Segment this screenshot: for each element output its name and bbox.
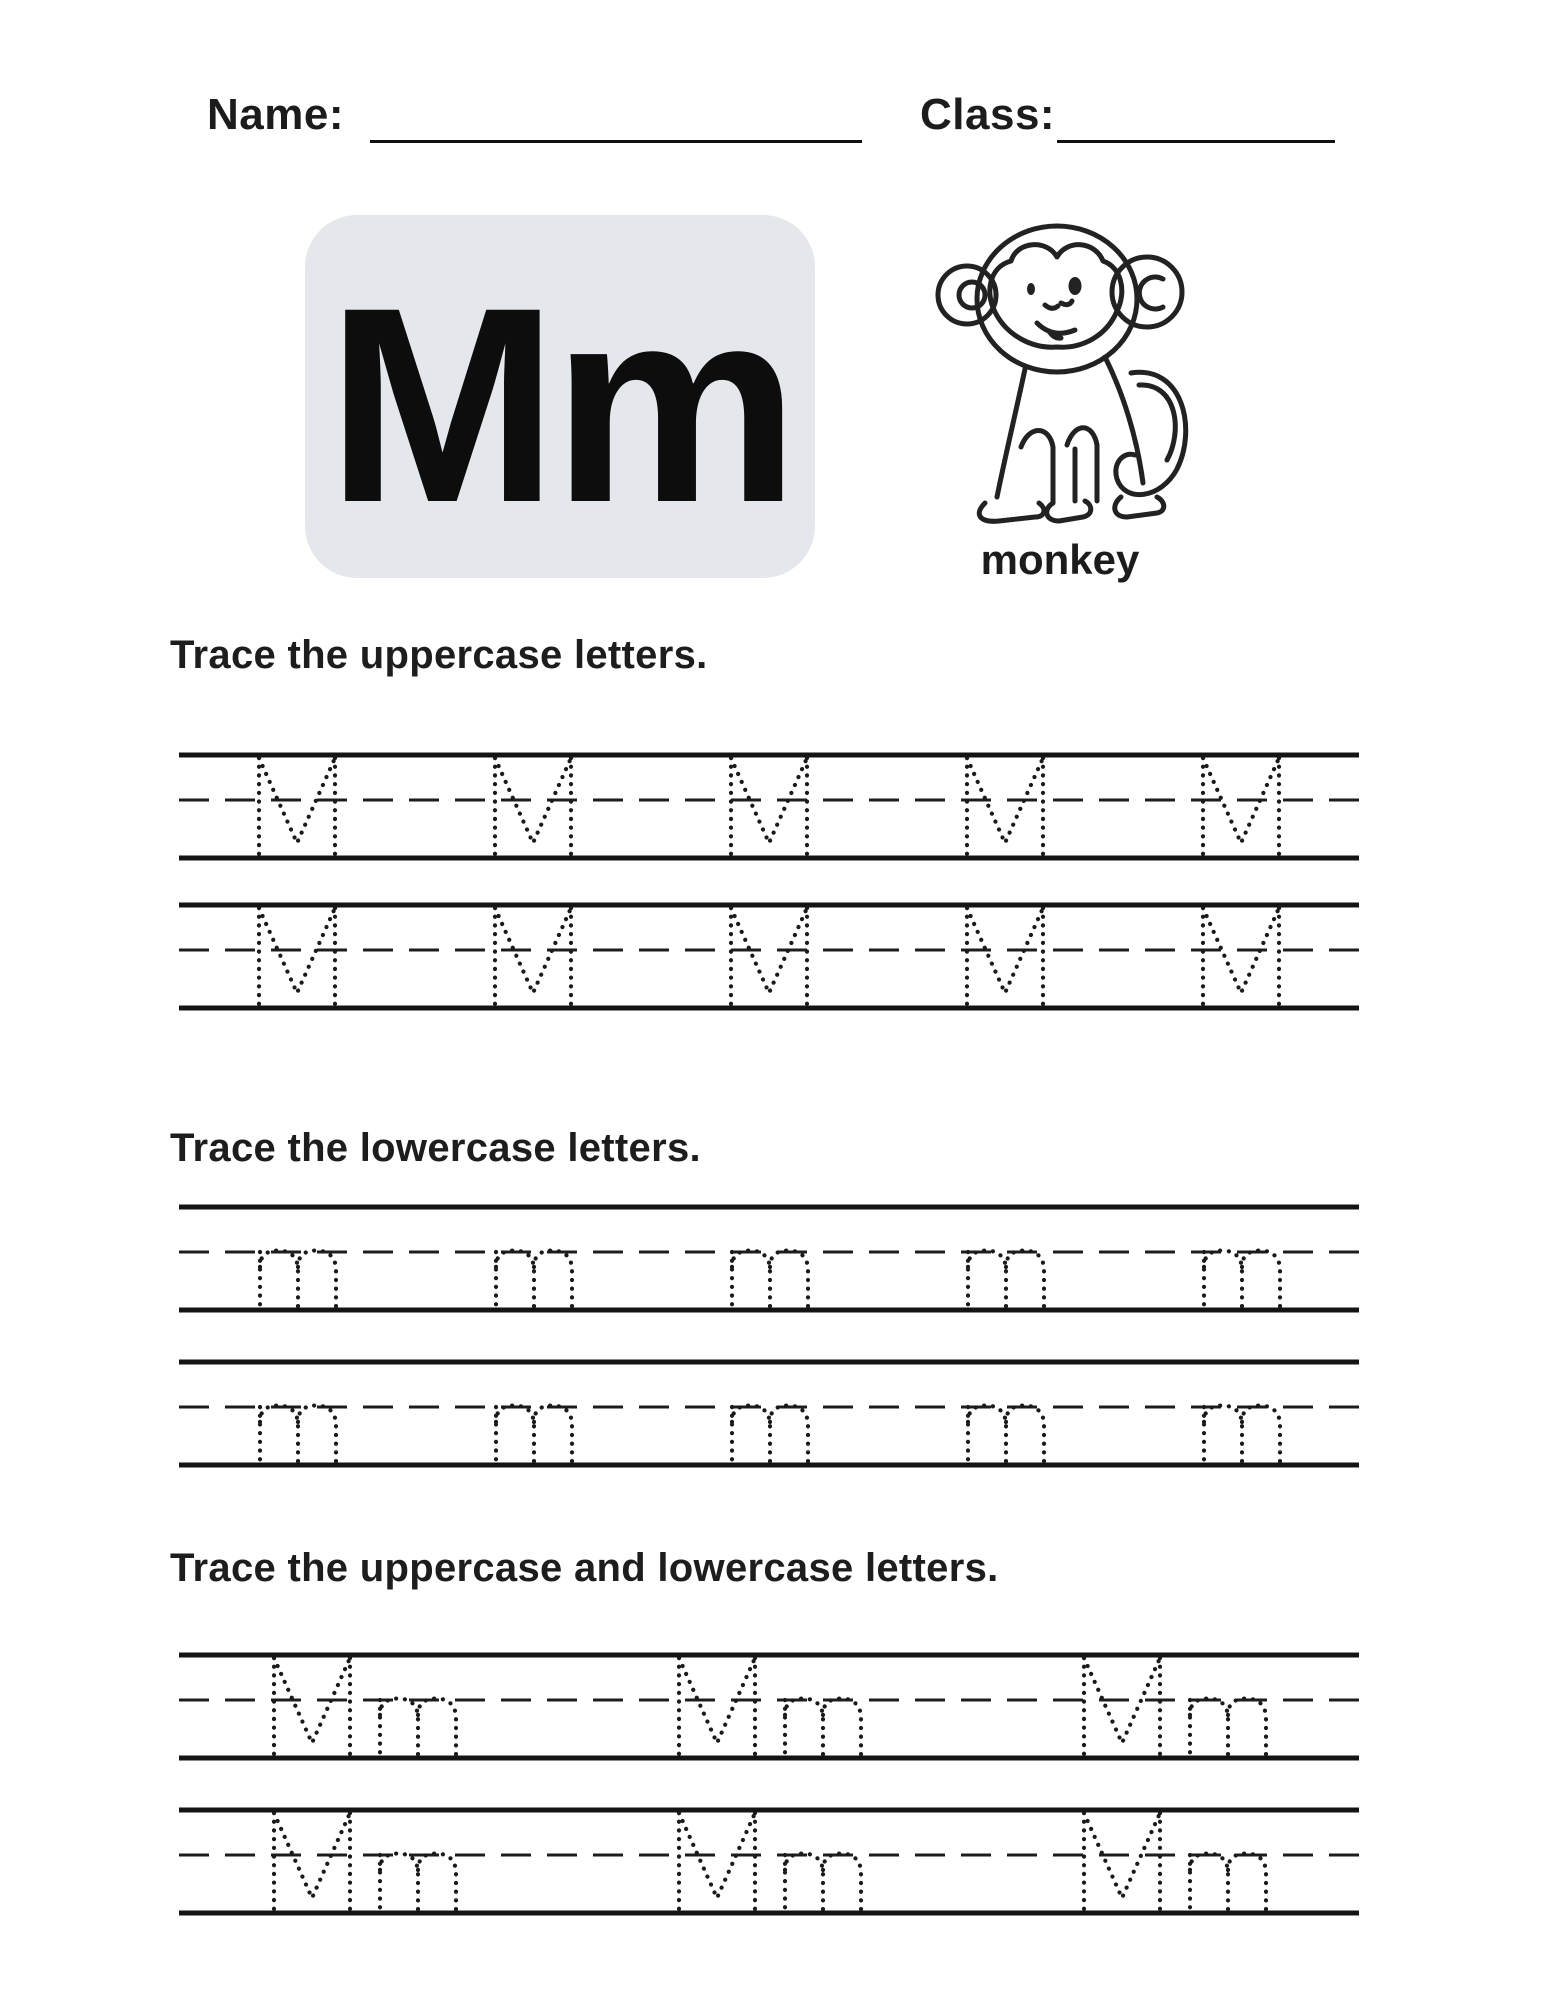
illustration-caption: monkey — [980, 536, 1140, 583]
section-heading-lowercase: Trace the lowercase letters. — [170, 1126, 701, 1170]
trace-row — [179, 1806, 1359, 1919]
trace-row — [179, 1203, 1359, 1316]
monkey-line-art-icon — [925, 192, 1195, 532]
trace-row — [179, 1651, 1359, 1764]
trace-row — [179, 901, 1359, 1014]
letter-card-text: Mm — [326, 248, 794, 560]
illustration-figure — [920, 192, 1200, 584]
section-heading-uppercase: Trace the uppercase letters. — [170, 633, 708, 677]
name-field-line — [370, 140, 862, 143]
class-label: Class: — [920, 90, 1056, 139]
trace-row — [179, 751, 1359, 864]
trace-row — [179, 1358, 1359, 1471]
section-heading-mixed: Trace the uppercase and lowercase letters. — [170, 1546, 999, 1590]
name-label: Name: — [207, 90, 344, 139]
class-field-line — [1057, 140, 1335, 143]
letter-card — [305, 215, 815, 578]
